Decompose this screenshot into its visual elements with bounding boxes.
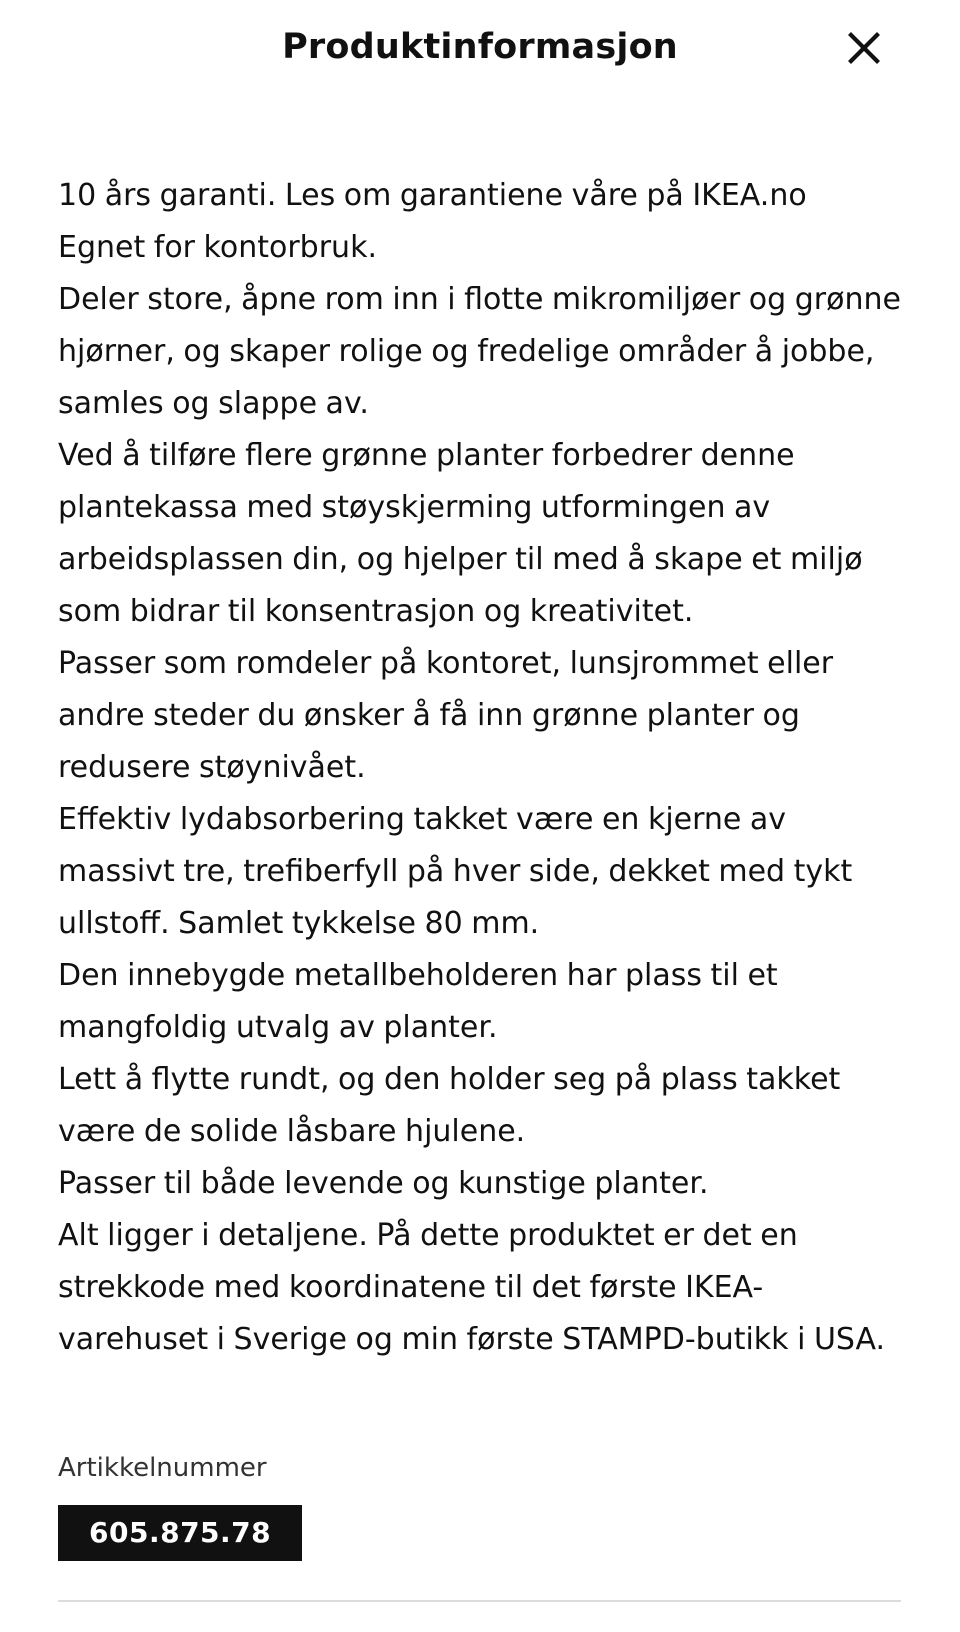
close-icon xyxy=(840,24,888,72)
description-paragraph: Effektiv lydabsorbering takket være en kjerne av massivt tre, trefiberfyll på hver side, dekket med tykt ullstoff. Samlet tykkelse 80 mm. xyxy=(58,802,853,941)
description-paragraph: Deler store, åpne rom inn i flotte mikromiljøer og grønne hjørner, og skaper rolige og fredelige områder å jobbe, samles og slappe av. xyxy=(58,282,901,421)
divider xyxy=(58,1600,901,1602)
description-paragraph: Alt ligger i detaljene. På dette produktet er det en strekkode med koordinatene til det første IKEA-varehuset i Sverige og min første STAMPD-butikk i USA. xyxy=(58,1218,886,1357)
description-paragraph: Ved å tilføre flere grønne planter forbedrer denne plantekassa med støyskjerming utformingen av arbeidsplassen din, og hjelper til med å skape et miljø som bidrar til konsentrasjon og kreativitet. xyxy=(58,438,863,629)
article-number-label: Artikkelnummer xyxy=(58,1453,267,1483)
description-paragraph: Den innebygde metallbeholderen har plass til et mangfoldig utvalg av planter. xyxy=(58,958,778,1045)
sheet-title: Produktinformasjon xyxy=(282,27,678,67)
description-paragraph: Egnet for kontorbruk. xyxy=(58,230,377,265)
close-button[interactable] xyxy=(840,24,888,72)
article-number-badge: 605.875.78 xyxy=(58,1505,302,1561)
description-paragraph: Passer til både levende og kunstige planter. xyxy=(58,1166,709,1201)
sheet-header xyxy=(0,0,960,100)
product-description xyxy=(58,170,908,1366)
description-paragraph: Lett å flytte rundt, og den holder seg på plass takket være de solide låsbare hjulene. xyxy=(58,1062,841,1149)
description-paragraph: 10 års garanti. Les om garantiene våre på IKEA.no xyxy=(58,178,807,213)
description-paragraph: Passer som romdeler på kontoret, lunsjrommet eller andre steder du ønsker å få inn grønne planter og redusere støynivået. xyxy=(58,646,834,785)
